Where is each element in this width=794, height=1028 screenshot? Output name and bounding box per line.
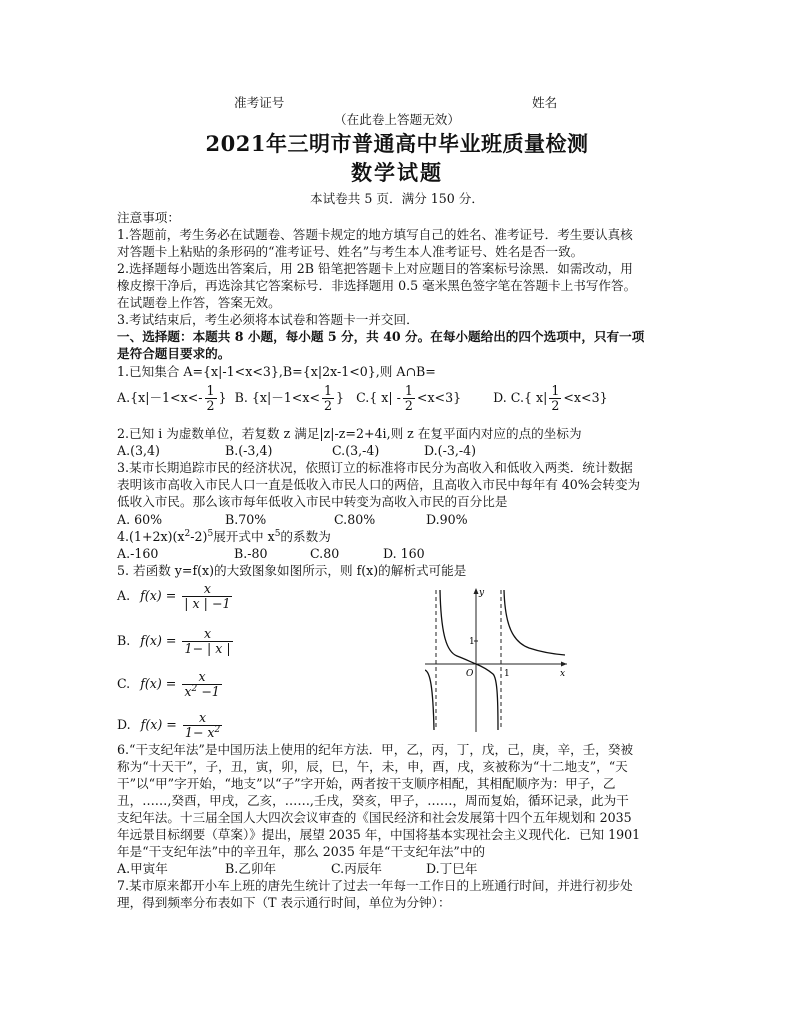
exam-info: 本试卷共 5 页．满分 150 分． (309, 191, 484, 206)
q6-line-4: 丑，……,癸酉，甲戌，乙亥，……,壬戌，癸亥，甲子，……，周而复始，循环记录，此为干 (117, 793, 629, 808)
q6-line-2: 称为“十天干”，子，丑，寅，卯，辰，巳，午，未，申，酉，戌，亥被称为“十二地支”，“天 (117, 759, 628, 774)
note-1-line-2: 对答题卡上粘贴的条形码的“准考证号、姓名”与考生本人准考证号、姓名是否一致。 (117, 244, 584, 259)
q1-option-a: A.{x|－1<x<- $\frac{1}{2}$ } (117, 383, 227, 413)
notes-heading: 注意事项： (117, 210, 180, 225)
y-axis-arrow (474, 588, 479, 594)
curve-middle (440, 590, 498, 730)
q3-option-c: C.80% (334, 512, 376, 527)
q2-option-b: B.(-3,4) (225, 443, 273, 458)
note-2-line-2: 橡皮擦干净后，再选涂其它答案标号．非选择题用 0.5 毫米黑色签字笔在答题卡上书写作答。 (117, 278, 637, 293)
q5-option-b: B. f(x) = $\frac{x}{1- | x |}$ (117, 626, 231, 656)
curve-right (504, 590, 565, 655)
q6-option-b: B.乙卯年 (225, 861, 277, 876)
q6-line-1: 6.“干支纪年法”是中国历法上使用的纪年方法．甲，乙，丙，丁，戊，己，庚，辛，壬，癸被 (117, 742, 634, 757)
q6-option-a: A.甲寅年 (117, 861, 168, 876)
q7-line-1: 7.某市原来都开小车上班的唐先生统计了过去一年每一工作日的上班通行时间，并进行初步处 (117, 878, 633, 893)
q2-stem: 2.已知 i 为虚数单位，若复数 z 满足|z|-z=2+4i,则 z 在复平面内对应的点的坐标为 (117, 426, 582, 441)
note-2-line-3: 在试题卷上作答，答案无效。 (117, 295, 281, 310)
q3-line-3: 低收入市民。那么该市每年低收入市民中转变为高收入市民的百分比是 (117, 494, 508, 509)
q5-option-a: A. f(x) = $\frac{x}{| x | -1}$ (117, 581, 231, 611)
invalid-note: （在此卷上答题无效） (334, 112, 460, 127)
ticket-number-label: 准考证号 (234, 95, 285, 110)
q3-option-d: D.90% (426, 512, 468, 527)
q1-option-b: B. {x|－1<x< $\frac{1}{2}$ } (234, 383, 345, 413)
q2-option-c: C.(3,-4) (332, 443, 380, 458)
y-tick-label: 1 (469, 637, 475, 647)
x-axis-arrow (561, 662, 567, 667)
q4-option-c: C.80 (310, 546, 340, 561)
exam-subtitle: 数学试题 (351, 160, 443, 185)
q1-option-d: D. C.{ x| $\frac{1}{2}$ <x<3} (493, 383, 608, 413)
q1-stem: 1.已知集合 A={x|-1<x<3},B={x|2x-1<0},则 A∩B= (117, 364, 436, 379)
q6-option-c: C.丙辰年 (331, 861, 382, 876)
q5-stem: 5. 若函数 y=f(x)的大致图象如图所示，则 f(x)的解析式可能是 (117, 563, 467, 578)
exam-title: 2021年三明市普通高中毕业班质量检测 (205, 131, 589, 156)
section-1-line-1: 一、选择题：本题共 8 小题，每小题 5 分，共 40 分。在每小题给出的四个选项中，只有一项 (117, 329, 645, 344)
q1-option-c: C.{ x| - $\frac{1}{2}$ <x<3} (356, 383, 462, 413)
name-label: 姓名 (532, 95, 558, 110)
q6-line-3: 干”以“甲”字开始，“地支”以“子”字开始，两者按干支顺序相配，其相配顺序为：甲子，乙 (117, 776, 616, 791)
q3-option-b: B.70% (225, 512, 267, 527)
note-2-line-1: 2.选择题每小题选出答案后，用 2B 铅笔把答题卡上对应题目的答案标号涂黑．如需改动，用 (117, 261, 633, 276)
q3-line-2: 表明该市高收入市民人口一直是低收入市民人口的两倍，且高收入市民中每年有 40%会转变为 (117, 477, 641, 492)
q4-option-b: B.-80 (234, 546, 268, 561)
q7-line-2: 理，得到频率分布表如下（T 表示通行时间，单位为分钟）： (117, 895, 451, 910)
origin-label: O (466, 669, 474, 679)
q4-option-a: A.-160 (117, 546, 159, 561)
q4-stem: $4.(1+2x)(x^2-2)^5$展开式中 $x^5$的系数为 (117, 528, 331, 544)
q5-option-c: C. f(x) = $\frac{x}{x^2 -1}$ (117, 669, 220, 699)
q6-line-7: 年是“干支纪年法”中的辛丑年，那么 2035 年是“干支纪年法”中的 (117, 844, 486, 859)
q3-option-a: A. 60% (117, 512, 163, 527)
curve-left (425, 670, 434, 730)
q5-function-graph (425, 586, 570, 734)
q4-option-d: D. 160 (383, 546, 425, 561)
q3-line-1: 3.某市长期追踪市民的经济状况，依照订立的标准将市民分为高收入和低收入两类．统计数据 (117, 460, 633, 475)
section-1-line-2: 是符合题目要求的。 (117, 346, 231, 361)
x-axis-label: x (560, 669, 566, 679)
q1-options (117, 384, 608, 413)
q6-line-5: 支纪年法。十三届全国人大四次会议审查的《国民经济和社会发展第十四个五年规划和 2035 (117, 810, 632, 825)
q6-line-6: 年远景目标纲要（草案）》提出，展望 2035 年，中国将基本实现社会主义现代化．已知 1901 (117, 827, 641, 842)
q2-option-d: D.(-3,-4) (424, 443, 477, 458)
note-3: 3.考试结束后，考生必须将本试卷和答题卡一并交回． (117, 312, 419, 327)
q5-option-d: D. f(x) = $\frac{x}{1- x^2}$ (117, 710, 221, 740)
note-1-line-1: 1.答题前，考生务必在试题卷、答题卡规定的地方填写自己的姓名、准考证号．考生要认真核 (117, 227, 633, 242)
y-axis-label: y (479, 588, 485, 598)
x-tick-label: 1 (504, 669, 510, 679)
q6-option-d: D.丁巳年 (426, 861, 478, 876)
q2-option-a: A.(3,4) (117, 443, 160, 458)
